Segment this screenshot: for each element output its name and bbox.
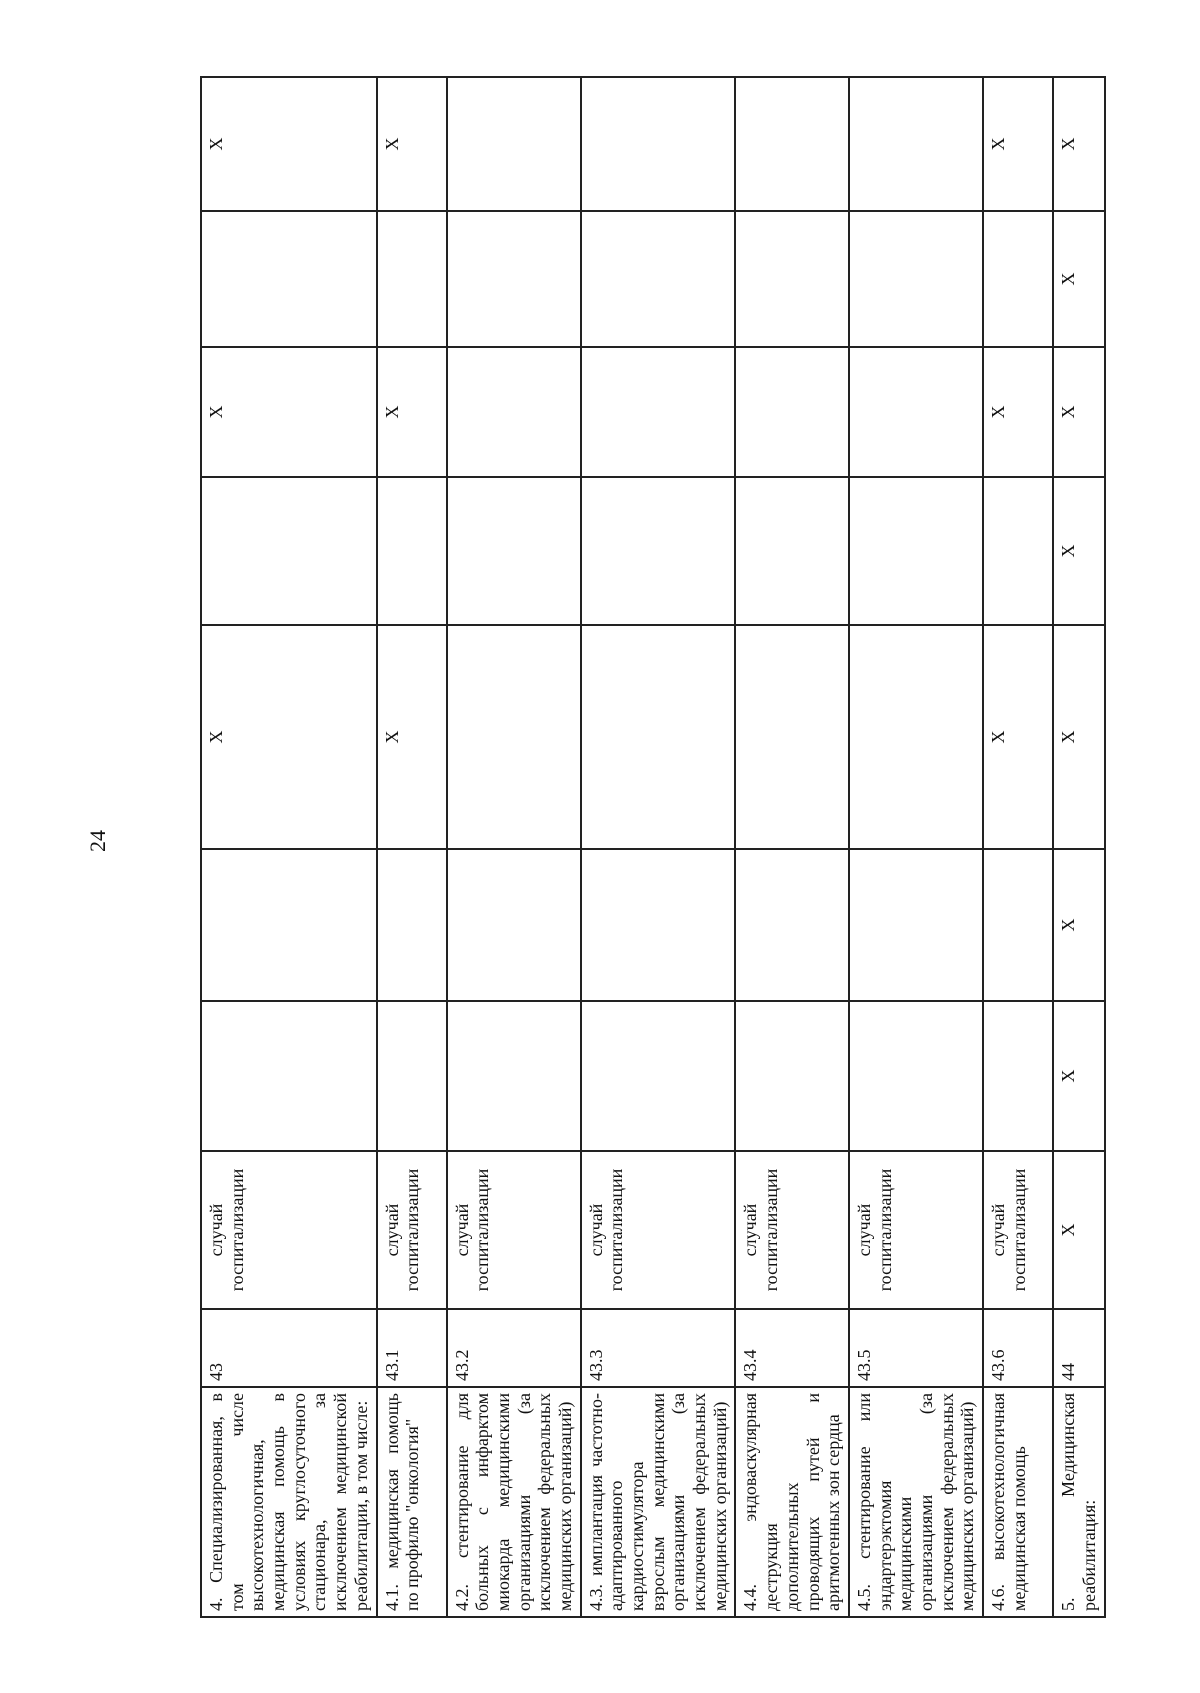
table-row bbox=[735, 77, 848, 1617]
value-cell bbox=[849, 477, 983, 625]
row-unit-cell: случай госпитализации bbox=[201, 1151, 377, 1309]
row-code-cell: 43.1 bbox=[377, 1309, 447, 1387]
row-code-cell: 43.6 bbox=[983, 1309, 1053, 1387]
value-cell bbox=[581, 849, 736, 1001]
value-cell bbox=[581, 625, 736, 849]
value-cell: X bbox=[1053, 347, 1105, 477]
row-name-cell: 4.6. высокотехнологичная медицинская помощь bbox=[983, 1387, 1053, 1617]
value-cell bbox=[447, 625, 581, 849]
value-cell: X bbox=[377, 347, 447, 477]
value-cell: X bbox=[201, 625, 377, 849]
value-cell bbox=[735, 849, 848, 1001]
value-cell bbox=[377, 211, 447, 347]
row-unit-cell: случай госпитализации bbox=[735, 1151, 848, 1309]
value-cell bbox=[849, 77, 983, 211]
value-cell: X bbox=[1053, 1001, 1105, 1151]
row-unit-cell: случай госпитализации bbox=[581, 1151, 736, 1309]
value-cell: X bbox=[983, 625, 1053, 849]
value-cell bbox=[447, 347, 581, 477]
row-name-cell: 4. Специализированная, в том числе высокотехнологичная, медицинская помощь в условиях круглосуточного стационара, за исключением медицинской реабилитации, в том числе: bbox=[201, 1387, 377, 1617]
row-unit-cell: случай госпитализации bbox=[983, 1151, 1053, 1309]
value-cell bbox=[201, 477, 377, 625]
value-cell: X bbox=[201, 347, 377, 477]
value-cell bbox=[849, 211, 983, 347]
row-code-cell: 43 bbox=[201, 1309, 377, 1387]
data-table bbox=[200, 76, 1106, 1618]
value-cell: X bbox=[1053, 211, 1105, 347]
value-cell bbox=[377, 1001, 447, 1151]
value-cell: X bbox=[201, 77, 377, 211]
row-name-cell: 4.5. стентирование или эндартерэктомия медицинскими организациями (за исключением федеральных медицинских организаций) bbox=[849, 1387, 983, 1617]
value-cell bbox=[447, 1001, 581, 1151]
row-code-cell: 43.2 bbox=[447, 1309, 581, 1387]
value-cell: X bbox=[1053, 477, 1105, 625]
value-cell bbox=[581, 1001, 736, 1151]
value-cell bbox=[447, 211, 581, 347]
table-row bbox=[377, 77, 447, 1617]
value-cell: X bbox=[377, 77, 447, 211]
value-cell bbox=[735, 347, 848, 477]
value-cell bbox=[849, 849, 983, 1001]
value-cell bbox=[201, 1001, 377, 1151]
row-name-cell: 4.1. медицинская помощь по профилю "онкология" bbox=[377, 1387, 447, 1617]
value-cell bbox=[377, 849, 447, 1001]
value-cell: X bbox=[1053, 625, 1105, 849]
row-unit-cell: случай госпитализации bbox=[849, 1151, 983, 1309]
value-cell bbox=[581, 347, 736, 477]
value-cell bbox=[201, 849, 377, 1001]
table-row bbox=[581, 77, 736, 1617]
value-cell bbox=[581, 211, 736, 347]
value-cell bbox=[447, 849, 581, 1001]
value-cell bbox=[447, 477, 581, 625]
row-unit-cell: случай госпитализации bbox=[447, 1151, 581, 1309]
table-row bbox=[849, 77, 983, 1617]
page-number: 24 bbox=[85, 830, 110, 852]
row-unit-cell: X bbox=[1053, 1151, 1105, 1309]
value-cell bbox=[735, 77, 848, 211]
table-row bbox=[1053, 77, 1105, 1617]
row-code-cell: 43.4 bbox=[735, 1309, 848, 1387]
value-cell bbox=[849, 347, 983, 477]
value-cell bbox=[983, 477, 1053, 625]
value-cell bbox=[735, 477, 848, 625]
row-name-cell: 4.3. имплантация частотно-адаптированного кардиостимулятора взрослым медицинскими организациями (за исключением федеральных медицинских организаций) bbox=[581, 1387, 736, 1617]
value-cell: X bbox=[377, 625, 447, 849]
value-cell bbox=[735, 625, 848, 849]
row-code-cell: 43.5 bbox=[849, 1309, 983, 1387]
value-cell bbox=[849, 625, 983, 849]
value-cell bbox=[983, 211, 1053, 347]
value-cell bbox=[581, 477, 736, 625]
value-cell bbox=[735, 1001, 848, 1151]
value-cell: X bbox=[1053, 849, 1105, 1001]
table-row bbox=[201, 77, 377, 1617]
value-cell bbox=[983, 1001, 1053, 1151]
value-cell bbox=[447, 77, 581, 211]
value-cell bbox=[849, 1001, 983, 1151]
row-unit-cell: случай госпитализации bbox=[377, 1151, 447, 1309]
row-name-cell: 5. Медицинская реабилитация: bbox=[1053, 1387, 1105, 1617]
value-cell bbox=[377, 477, 447, 625]
value-cell bbox=[581, 77, 736, 211]
table-row bbox=[983, 77, 1053, 1617]
row-code-cell: 43.3 bbox=[581, 1309, 736, 1387]
value-cell: X bbox=[983, 347, 1053, 477]
row-name-cell: 4.2. стентирование для больных с инфарктом миокарда медицинскими организациями (за исключением федеральных медицинских организаций) bbox=[447, 1387, 581, 1617]
value-cell bbox=[201, 211, 377, 347]
value-cell bbox=[983, 849, 1053, 1001]
rotated-table-container bbox=[200, 78, 1099, 1618]
value-cell bbox=[735, 211, 848, 347]
value-cell: X bbox=[1053, 77, 1105, 211]
row-code-cell: 44 bbox=[1053, 1309, 1105, 1387]
value-cell: X bbox=[983, 77, 1053, 211]
table-row bbox=[447, 77, 581, 1617]
row-name-cell: 4.4. эндоваскулярная деструкция дополнительных проводящих путей и аритмогенных зон сердца bbox=[735, 1387, 848, 1617]
